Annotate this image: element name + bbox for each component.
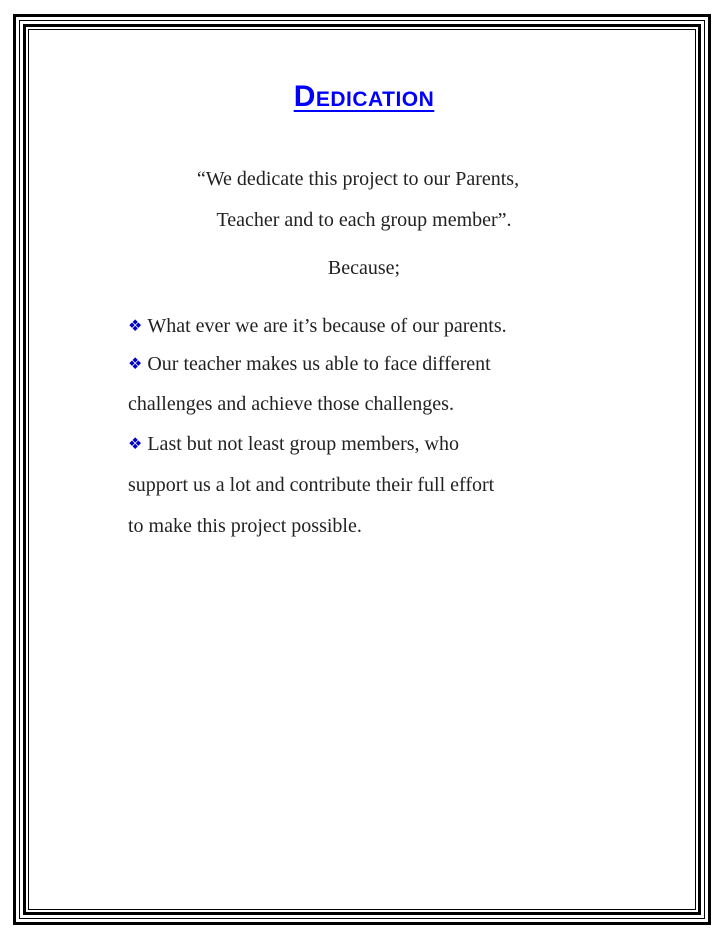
because-label: Because;: [327, 257, 401, 279]
page-title: Dedication: [293, 80, 435, 113]
page-border-inner-line: [28, 29, 696, 910]
dedication-quote-line-2: Teacher and to each group member”.: [216, 209, 512, 231]
bullet-item-teacher-continued: challenges and achieve those challenges.: [128, 393, 454, 415]
bullet-item-group-members: [128, 433, 459, 456]
page-border: [13, 14, 711, 925]
dedication-quote-line-1: “We dedicate this project to our Parents,: [196, 168, 520, 190]
bullet-item-group-members-continued: support us a lot and contribute their full effort: [128, 474, 495, 496]
diamond-bullet-icon: ❖: [128, 354, 143, 373]
bullet-item-group-members-continued-2: to make this project possible.: [128, 515, 362, 537]
bullet-item-parents: [128, 315, 507, 338]
bullet-text: Our teacher makes us able to face different: [147, 353, 491, 375]
bullet-text: What ever we are it’s because of our parents.: [147, 315, 507, 337]
diamond-bullet-icon: ❖: [128, 316, 143, 335]
diamond-bullet-icon: ❖: [128, 434, 143, 453]
bullet-text: Last but not least group members, who: [147, 433, 459, 455]
bullet-item-teacher: [128, 353, 491, 376]
